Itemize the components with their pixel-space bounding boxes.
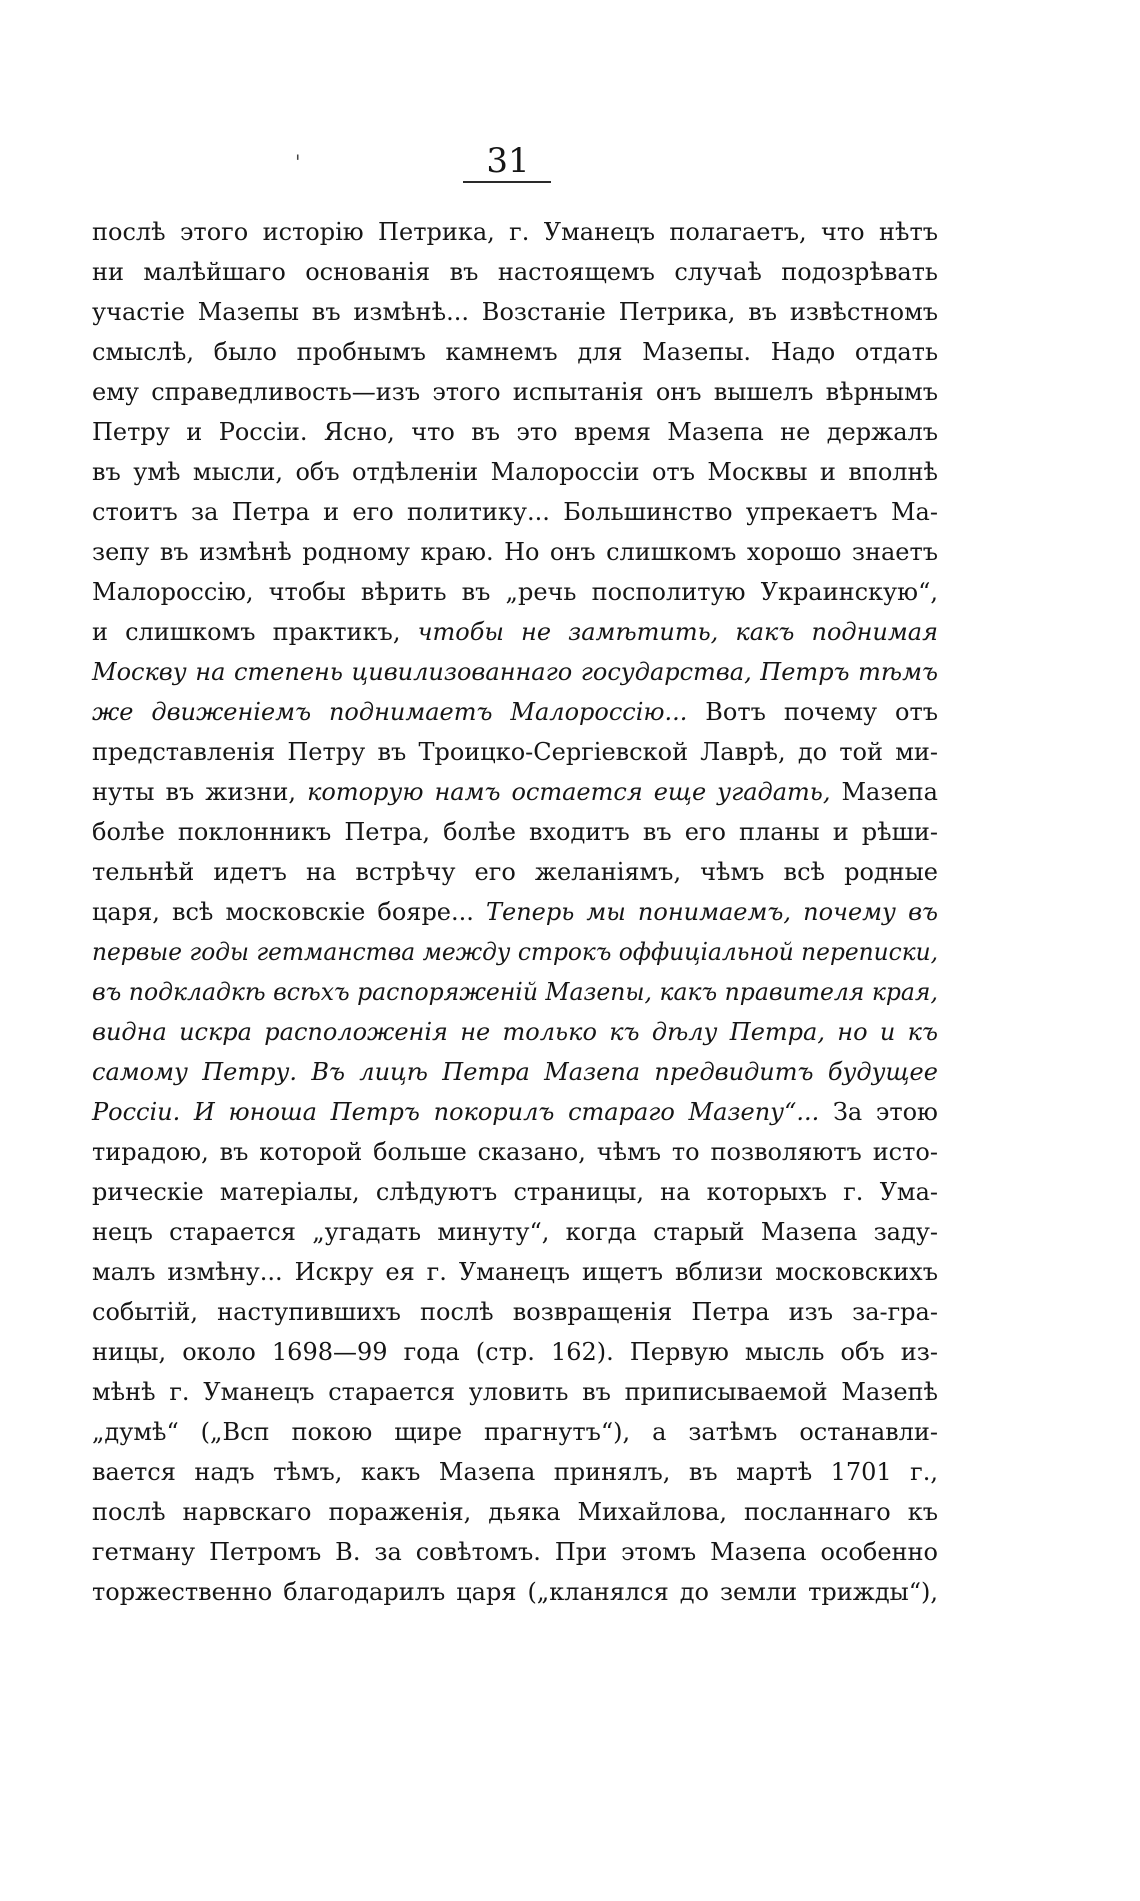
italic-text-segment: первые годы гетманства между строкъ оффиціальной переписки, [92, 938, 939, 966]
text-line [92, 692, 938, 732]
text-line [92, 1492, 938, 1532]
text-line [92, 652, 938, 692]
text-segment: событій, наступившихъ послѣ возвращенія Петра изъ за-гра- [92, 1298, 938, 1326]
text-segment: тельнѣй идетъ на встрѣчу его желаніямъ, чѣмъ всѣ родные [92, 858, 938, 886]
stray-mark: ' [295, 150, 301, 174]
page-number: 31 [486, 141, 530, 181]
text-line [92, 772, 938, 812]
text-segment: участіе Мазепы въ измѣнѣ... Возстаніе Петрика, въ извѣстномъ [92, 298, 939, 326]
italic-text-segment: которую намъ остается еще угадать, [307, 778, 831, 806]
text-line [92, 452, 938, 492]
text-segment: болѣе поклонникъ Петра, болѣе входитъ въ его планы и рѣши- [92, 818, 939, 846]
text-line [92, 1252, 938, 1292]
text-line [92, 1572, 938, 1612]
italic-text-segment: Теперь мы понимаемъ, почему въ [486, 898, 939, 926]
text-segment: нецъ старается „угадать минуту“, когда старый Мазепа заду- [92, 1218, 938, 1246]
text-line [92, 812, 938, 852]
text-line [92, 972, 938, 1012]
italic-text-segment: Москву на степень цивилизованнаго государства, Петръ тѣмъ [92, 658, 938, 686]
text-line [92, 932, 938, 972]
text-line [92, 492, 938, 532]
text-line [92, 892, 938, 932]
text-line [92, 212, 938, 252]
text-line [92, 1412, 938, 1452]
text-segment: стоитъ за Петра и его политику... Большинство упрекаетъ Ма- [92, 498, 938, 526]
text-segment: Вотъ почему отъ [687, 698, 939, 726]
text-segment: послѣ нарвскаго пораженія, дьяка Михайлова, посланнаго къ [92, 1498, 938, 1526]
text-segment: мѣнѣ г. Уманецъ старается уловить въ приписываемой Мазепѣ [92, 1378, 939, 1406]
text-segment: зепу въ измѣнѣ родному краю. Но онъ слишкомъ хорошо знаетъ [92, 538, 939, 566]
text-segment: вается надъ тѣмъ, какъ Мазепа принялъ, въ мартѣ 1701 г., [92, 1458, 938, 1486]
text-line [92, 1532, 938, 1572]
text-line [92, 332, 938, 372]
text-segment: торжественно благодарилъ царя („кланялся до земли трижды“), [92, 1578, 939, 1606]
text-segment: рическіе матеріалы, слѣдуютъ страницы, на которыхъ г. Ума- [92, 1178, 939, 1206]
text-line [92, 572, 938, 612]
text-line [92, 1132, 938, 1172]
text-line [92, 1052, 938, 1092]
text-segment: За этою [819, 1098, 938, 1126]
text-segment: малъ измѣну... Искру ея г. Уманецъ ищетъ вблизи московскихъ [92, 1258, 938, 1286]
text-line [92, 612, 938, 652]
text-segment: ницы, около 1698—99 года (стр. 162). Первую мысль объ из- [92, 1338, 938, 1366]
text-line [92, 1212, 938, 1252]
text-line [92, 1452, 938, 1492]
page-number-rule [463, 181, 551, 183]
text-line [92, 732, 938, 772]
text-segment: въ умѣ мысли, объ отдѣленіи Малороссіи отъ Москвы и вполнѣ [92, 458, 939, 486]
italic-text-segment: въ подкладкѣ всѣхъ распоряженій Мазепы, какъ правителя края, [92, 978, 938, 1006]
text-segment: царя, всѣ московскіе бояре... [92, 898, 486, 926]
text-line [92, 1092, 938, 1132]
italic-text-segment: самому Петру. Въ лицѣ Петра Мазепа предвидитъ будущее [92, 1058, 938, 1086]
italic-text-segment: видна искра расположенія не только къ дѣлу Петра, но и къ [92, 1018, 938, 1046]
italic-text-segment: Россіи. И юноша Петръ покорилъ стараго Мазепу“... [92, 1098, 820, 1126]
text-segment: Малороссію, чтобы вѣрить въ „речь посполитую Украинскую“, [92, 578, 938, 606]
italic-text-segment: же движеніемъ поднимаетъ Малороссію... [92, 698, 688, 726]
text-segment: смыслѣ, было пробнымъ камнемъ для Мазепы. Надо отдать [92, 338, 939, 366]
italic-text-segment: чтобы не замѣтить, какъ поднимая [417, 618, 938, 646]
text-line [92, 412, 938, 452]
text-line [92, 1292, 938, 1332]
text-line [92, 292, 938, 332]
text-segment: тирадою, въ которой больше сказано, чѣмъ то позволяютъ исто- [92, 1138, 938, 1166]
text-line [92, 1172, 938, 1212]
text-segment: и слишкомъ практикъ, [92, 618, 418, 646]
text-line [92, 372, 938, 412]
text-segment: послѣ этого исторію Петрика, г. Уманецъ полагаетъ, что нѣтъ [92, 218, 939, 246]
text-line [92, 852, 938, 892]
text-segment: ни малѣйшаго основанія въ настоящемъ случаѣ подозрѣвать [92, 258, 938, 286]
text-segment: представленія Петру въ Троицко-Сергіевской Лаврѣ, до той ми- [92, 738, 938, 766]
text-line [92, 1372, 938, 1412]
text-segment: Петру и Россіи. Ясно, что въ это время Мазепа не держалъ [92, 418, 939, 446]
text-segment: „думѣ“ („Всп покою щире прагнутъ“), а затѣмъ останавли- [92, 1418, 938, 1446]
text-segment: нуты въ жизни, [92, 778, 308, 806]
text-line [92, 532, 938, 572]
text-segment: гетману Петромъ В. за совѣтомъ. При этомъ Мазепа особенно [92, 1538, 938, 1566]
text-segment: Мазепа [830, 778, 938, 806]
text-line [92, 1332, 938, 1372]
body-text [92, 212, 938, 1612]
text-segment: ему справедливость—изъ этого испытанія онъ вышелъ вѣрнымъ [92, 378, 938, 406]
text-line [92, 1012, 938, 1052]
text-line [92, 252, 938, 292]
